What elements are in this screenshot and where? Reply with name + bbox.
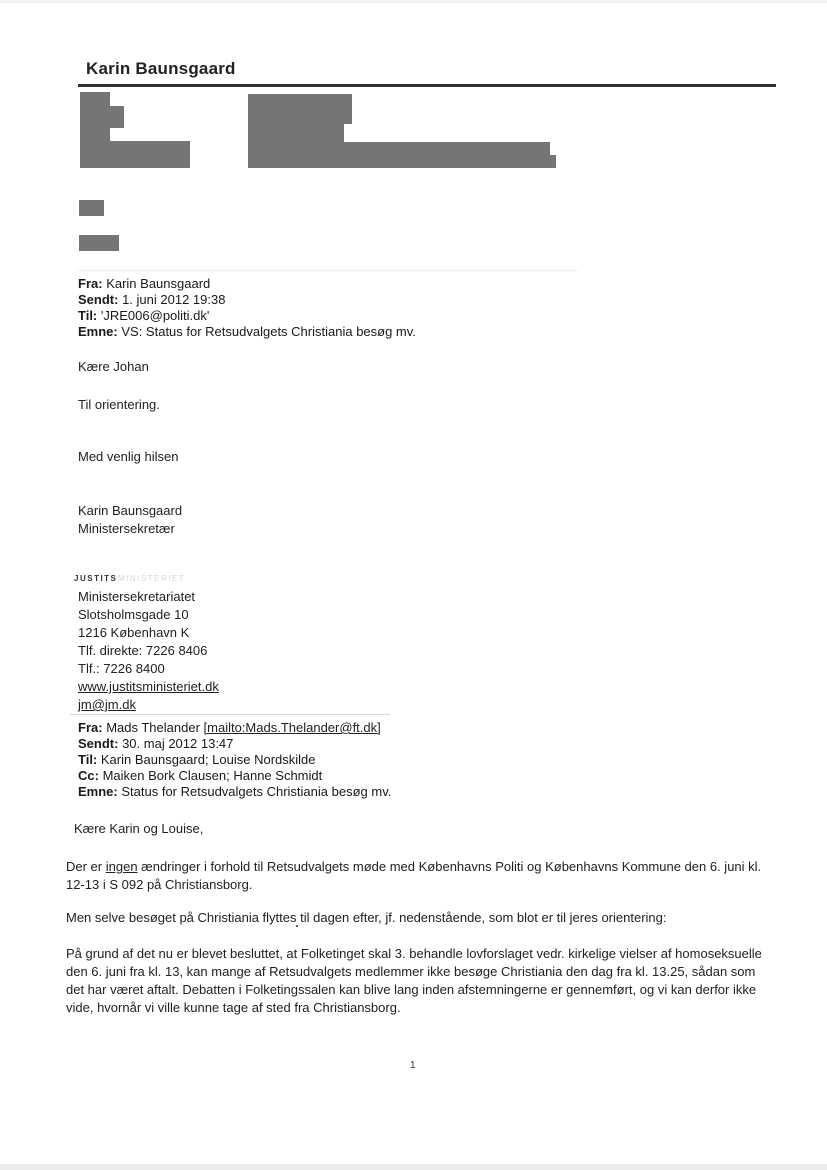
department-logo-text: JUSTITS xyxy=(74,574,118,583)
redaction-block xyxy=(248,123,344,143)
forward-subject: Emne: VS: Status for Retsudvalgets Christiania besøg mv. xyxy=(78,324,416,339)
redaction-block xyxy=(79,200,104,216)
original-to: Til: Karin Baunsgaard; Louise Nordskilde xyxy=(78,752,316,767)
original-sent: Sendt: 30. maj 2012 13:47 xyxy=(78,736,234,751)
address-phone-direct: Tlf. direkte: 7226 8406 xyxy=(78,643,208,658)
mailto-link[interactable]: [mailto:Mads.Thelander@ft.dk] xyxy=(203,720,381,735)
original-cc: Cc: Maiken Bork Clausen; Hanne Schmidt xyxy=(78,768,323,783)
original-subject: Emne: Status for Retsudvalgets Christiania besøg mv. xyxy=(78,784,392,799)
redaction-block xyxy=(548,155,556,168)
page-number: 1 xyxy=(410,1060,416,1071)
redaction-block xyxy=(80,92,110,107)
redaction-block xyxy=(79,235,119,251)
website-link[interactable]: www.justitsministeriet.dk xyxy=(78,679,219,694)
redaction-block xyxy=(80,127,110,142)
scan-edge-top xyxy=(0,0,827,3)
emphasis-underline: ingen xyxy=(105,859,138,874)
greeting: Kære Karin og Louise, xyxy=(74,821,204,836)
address-city: 1216 København K xyxy=(78,625,190,640)
paragraph: På grund af det nu er blevet besluttet, at Folketinget skal 3. behandle lovforslaget vedr. kirkelige vielser af homoseksuelle den 6. juni fra kl. 13, kan mange af Retsudvalgets medlemmer ikke besøge Christiania den dag fra kl. 13.25, sådan som det har været aftalt. Debatten i Folketingssalen kan blive lang inden afstemningerne er gennemført, og vi kan derfor ikke vide, hvornår vi ville kunne tage af sted fra Christiansborg. xyxy=(66,946,762,1015)
divider xyxy=(70,714,390,715)
department-logo-text-faint: MINISTERIET xyxy=(118,574,186,583)
signature-title: Ministersekretær xyxy=(78,521,175,536)
address-phone: Tlf.: 7226 8400 xyxy=(78,661,165,676)
forward-to: Til: 'JRE006@politi.dk' xyxy=(78,308,210,323)
paragraph: Der er ingen ændringer i forhold til Retsudvalgets møde med Københavns Politi og Københavns Kommune den 6. juni kl. 12-13 i S 092 på Christiansborg. xyxy=(66,859,762,892)
scan-edge-bottom xyxy=(0,1164,827,1170)
divider xyxy=(78,270,578,271)
paragraph: Men selve besøget på Christiania flyttes til dagen efter, jf. nedenstående, som blot er til jeres orientering: xyxy=(66,910,667,925)
header-rule xyxy=(78,84,776,87)
greeting: Kære Johan xyxy=(78,359,149,374)
signature-name: Karin Baunsgaard xyxy=(78,503,183,518)
scan-speck xyxy=(296,925,298,927)
address-unit: Ministersekretariatet xyxy=(78,589,196,604)
redaction-block xyxy=(80,141,190,168)
redaction-block xyxy=(248,142,550,168)
forward-from: Fra: Karin Baunsgaard xyxy=(78,276,211,291)
closing: Med venlig hilsen xyxy=(78,449,179,464)
address-street: Slotsholmsgade 10 xyxy=(78,607,189,622)
author-name: Karin Baunsgaard xyxy=(86,59,236,78)
redaction-block xyxy=(248,94,352,124)
email-link[interactable]: jm@jm.dk xyxy=(78,697,136,712)
redaction-block xyxy=(80,106,124,128)
forward-sent: Sendt: 1. juni 2012 19:38 xyxy=(78,292,226,307)
body-line: Til orientering. xyxy=(78,397,160,412)
original-from: Fra: Mads Thelander [mailto:Mads.Thelander@ft.dk] xyxy=(78,720,381,735)
